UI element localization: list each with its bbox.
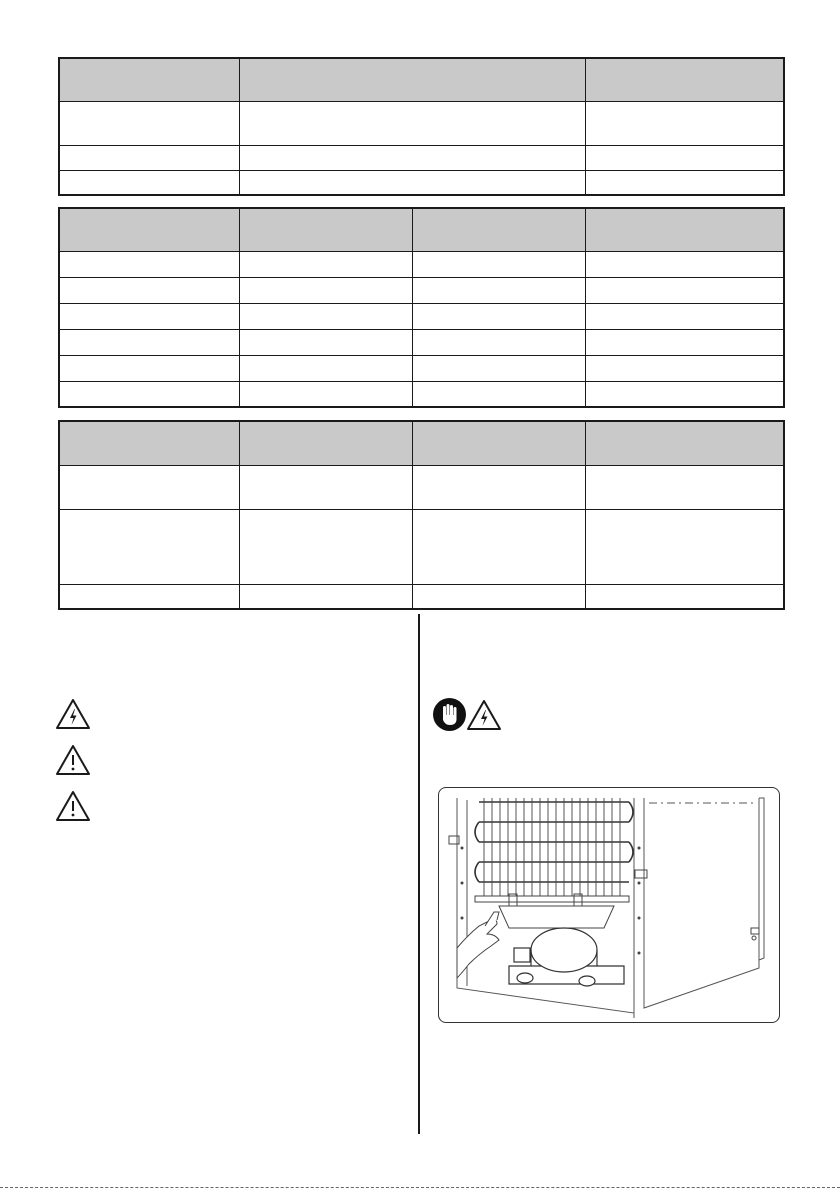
table-row [59, 251, 784, 277]
table-header-cell [239, 421, 412, 465]
page-trim-line [0, 1187, 840, 1188]
table-row [59, 381, 784, 407]
caution-warning-icon [55, 790, 91, 822]
refrigerator-rear-compressor-illustration [439, 788, 779, 1022]
table-row [59, 277, 784, 303]
table-row [59, 101, 784, 145]
table-row [59, 170, 784, 195]
table-header-cell [239, 58, 585, 101]
general-warning-icon [55, 744, 91, 776]
table-row [59, 584, 784, 609]
table-row [59, 145, 784, 170]
electric-warning-icon [55, 698, 91, 730]
table-row [59, 303, 784, 329]
table-row [59, 355, 784, 381]
refrigerator-rear-figure [438, 787, 780, 1023]
spec-table-2 [58, 207, 785, 408]
spec-table-3 [58, 420, 785, 610]
table-header-cell [412, 421, 585, 465]
table-header-cell [585, 421, 784, 465]
table-header-cell [59, 58, 239, 101]
table-header-cell [585, 208, 784, 251]
spec-table-1 [58, 57, 785, 196]
table-row [59, 509, 784, 584]
stop-hand-icon [432, 697, 467, 732]
table-row [59, 329, 784, 355]
table-header-cell [59, 421, 239, 465]
table-row [59, 465, 784, 509]
table-header-cell [59, 208, 239, 251]
table-header-cell [585, 58, 784, 101]
table-header-cell [239, 208, 412, 251]
column-divider [418, 614, 420, 1134]
electric-warning-icon [466, 699, 502, 731]
table-header-cell [412, 208, 585, 251]
